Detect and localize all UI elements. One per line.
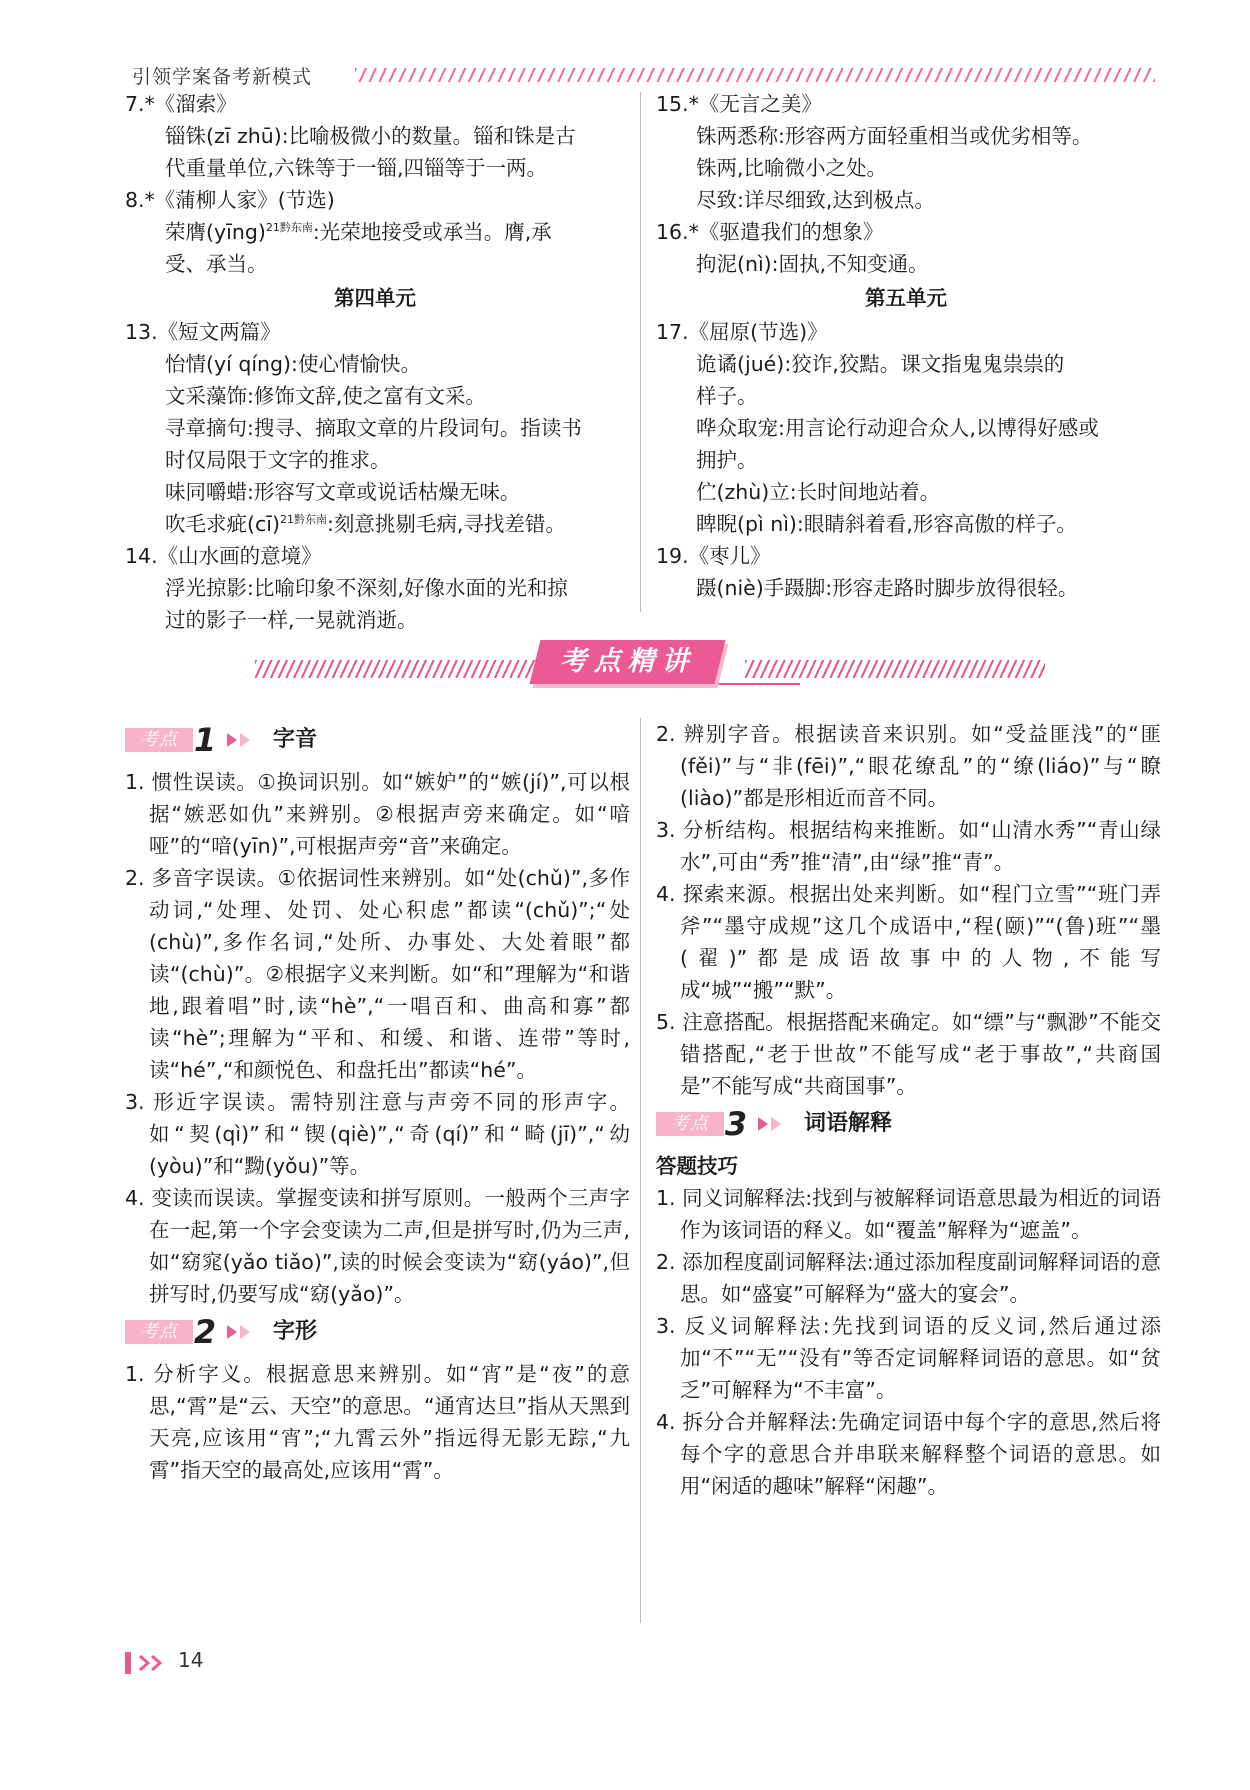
entry-text: 味同嚼蜡:形容写文章或说话枯燥无味。	[165, 480, 521, 504]
list-item: 3. 反义词解释法:先找到词语的反义词,然后通过添加“不”“无”“没有”等否定词解释词语的意思。如“贫乏”可解释为“不丰富”。	[656, 1314, 1161, 1402]
entry-text: 荣膺(yīng)$^{21黔东南}$:光荣地接受或承当。膺,承	[165, 220, 552, 244]
entry-text: 时仅局限于文字的推求。	[165, 448, 391, 472]
double-arrow-icon	[758, 1114, 788, 1134]
entry-text: 浮光掠影:比喻印象不深刻,好像水面的光和掠	[165, 576, 568, 600]
double-chevron-icon	[138, 1652, 172, 1674]
kaodian-number: 2	[193, 1313, 217, 1351]
list-item: 3. 形近字误读。需特别注意与声旁不同的形声字。如“契(qì)”和“锲(qiè)”,“奇(qí)”和“畸(jī)”,“幼(yòu)”和“黝(yǒu)”等。	[125, 1090, 630, 1178]
entry-title: 14.《山水画的意境》	[125, 544, 322, 568]
entry-text: 蹑(niè)手蹑脚:形容走路时脚步放得很轻。	[696, 576, 1079, 600]
top-left-column	[125, 88, 625, 636]
entry-title: 19.《枣儿》	[656, 544, 771, 568]
list-item: 2. 辨别字音。根据读音来识别。如“受益匪浅”的“匪(fěi)”与“非(fēi)”,“眼花缭乱”的“缭(liáo)”与“瞭(liào)”都是形相近而音不同。	[656, 722, 1161, 810]
entry-text: 铢两悉称:形容两方面轻重相当或优劣相等。	[696, 124, 1093, 148]
entry-title: 8.*《蒲柳人家》(节选)	[125, 188, 335, 212]
entry-title: 15.*《无言之美》	[656, 92, 822, 116]
list-item: 1. 同义词解释法:找到与被解释词语意思最为相近的词语作为该词语的释义。如“覆盖”解释为“遮盖”。	[656, 1186, 1161, 1242]
double-arrow-icon	[227, 730, 257, 750]
header-decoration	[355, 68, 1155, 82]
entry-text: 样子。	[696, 384, 758, 408]
answer-tips-heading: 答题技巧	[656, 1154, 738, 1178]
entry-text: 受、承当。	[165, 252, 268, 276]
entry-text: 睥睨(pì nì):眼睛斜着看,形容高傲的样子。	[696, 512, 1077, 536]
list-item: 1. 分析字义。根据意思来辨别。如“宵”是“夜”的意思,“霄”是“云、天空”的意思。“通宵达旦”指从天黑到天亮,应该用“宵”;“九霄云外”指远得无影无踪,“九霄”指天空的最高处,应该用“霄”。	[125, 1362, 630, 1482]
entry-title: 16.*《驱遣我们的想象》	[656, 220, 884, 244]
entry-text: 吹毛求疵(cī)$^{21黔东南}$:刻意挑剔毛病,寻找差错。	[165, 512, 566, 536]
column-divider	[640, 718, 641, 1623]
banner-stripes-right	[745, 660, 1045, 678]
bottom-left-column	[125, 718, 630, 1486]
unit-heading: 第五单元	[865, 286, 947, 310]
unit-heading: 第四单元	[334, 286, 416, 310]
exam-mark: 21黔东南	[279, 513, 327, 527]
bottom-right-column	[656, 718, 1161, 1502]
entry-text: 铢两,比喻微小之处。	[696, 156, 888, 180]
kaodian-2-heading	[125, 1312, 630, 1352]
list-item: 4. 拆分合并解释法:先确定词语中每个字的意思,然后将每个字的意思合并串联来解释整个词语的意思。如用“闲适的趣味”解释“闲趣”。	[656, 1410, 1161, 1498]
entry-title: 13.《短文两篇》	[125, 320, 281, 344]
kaodian-tag: 考点	[125, 1320, 193, 1344]
list-item: 4. 变读而误读。掌握变读和拼写原则。一般两个三声字在一起,第一个字会变读为二声,但是拼写时,仍为三声,如“窈窕(yǎo tiǎo)”,读的时候会变读为“窈(yáo)”,但拼写时,仍要写成“窈(yǎo)”。	[125, 1186, 630, 1306]
double-arrow-icon	[227, 1322, 257, 1342]
column-divider	[640, 92, 641, 612]
kaodian-1-heading	[125, 720, 630, 760]
top-right-column	[656, 88, 1156, 604]
kaodian-number: 1	[193, 721, 217, 759]
exam-mark: 21黔东南	[265, 221, 313, 235]
entry-text: 文采藻饰:修饰文辞,使之富有文采。	[165, 384, 486, 408]
kaodian-tag: 考点	[656, 1112, 724, 1136]
entry-text: 拥护。	[696, 448, 758, 472]
entry-text: 锱铢(zī zhū):比喻极微小的数量。锱和铢是古	[165, 124, 576, 148]
page-number: 14	[178, 1648, 204, 1672]
banner-stripes-left	[255, 660, 555, 678]
kaodian-3-heading	[656, 1104, 1161, 1144]
entry-text: 怡情(yí qíng):使心情愉快。	[165, 352, 421, 376]
entry-title: 17.《屈原(节选)》	[656, 320, 828, 344]
list-item: 2. 多音字误读。①依据词性来辨别。如“处(chǔ)”,多作动词,“处理、处罚、处心积虑”都读“(chǔ)”;“处(chù)”,多作名词,“处所、办事处、大处着眼”都读“(chù)”。②根据字义来判断。如“和”理解为“和谐地,跟着唱”时,读“hè”,“一唱百和、曲高和寡”都读“hè”;理解为“平和、和缓、和谐、连带”等时,读“hé”,“和颜悦色、和盘托出”都读“hé”。	[125, 866, 630, 1082]
list-item: 5. 注意搭配。根据搭配来确定。如“缥”与“飘渺”不能交错搭配,“老于世故”不能写成“老于事故”,“共商国是”不能写成“共商国事”。	[656, 1010, 1161, 1098]
header-title: 引领学案备考新模式	[132, 66, 313, 88]
entry-text: 代重量单位,六铢等于一锱,四锱等于一两。	[165, 156, 548, 180]
entry-text: 尽致:详尽细致,达到极点。	[696, 188, 935, 212]
kaodian-title: 词语解释	[804, 1111, 893, 1136]
list-item: 2. 添加程度副词解释法:通过添加程度副词解释词语的意思。如“盛宴”可解释为“盛大的宴会”。	[656, 1250, 1161, 1306]
list-item: 4. 探索来源。根据出处来判断。如“程门立雪”“班门弄斧”“墨守成规”这几个成语中,“程(颐)”“(鲁)班”“墨(翟)”都是成语故事中的人物,不能写成“城”“搬”“默”。	[656, 882, 1161, 1002]
entry-text: 拘泥(nì):固执,不知变通。	[696, 252, 929, 276]
list-item: 1. 惯性误读。①换词识别。如“嫉妒”的“嫉(jí)”,可以根据“嫉恶如仇”来辨别。②根据声旁来确定。如“喑哑”的“喑(yīn)”,可根据声旁“音”来确定。	[125, 770, 630, 858]
entry-text: 过的影子一样,一晃就消逝。	[165, 608, 418, 632]
entry-text: 寻章摘句:搜寻、摘取文章的片段词句。指读书	[165, 416, 582, 440]
entry-text: 伫(zhù)立:长时间地站着。	[696, 480, 941, 504]
section-banner-title: 考点精讲	[559, 646, 696, 677]
kaodian-title: 字形	[273, 1319, 318, 1344]
entry-text: 诡谲(jué):狡诈,狡黠。课文指鬼鬼祟祟的	[696, 352, 1065, 376]
kaodian-number: 3	[724, 1105, 748, 1143]
kaodian-title: 字音	[273, 727, 318, 752]
kaodian-tag: 考点	[125, 728, 193, 752]
entry-title: 7.*《溜索》	[125, 92, 237, 116]
footer-bar	[125, 1652, 131, 1674]
entry-text: 哗众取宠:用言论行动迎合众人,以博得好感或	[696, 416, 1099, 440]
list-item: 3. 分析结构。根据结构来推断。如“山清水秀”“青山绿水”,可由“秀”推“清”,由“绿”推“青”。	[656, 818, 1161, 874]
